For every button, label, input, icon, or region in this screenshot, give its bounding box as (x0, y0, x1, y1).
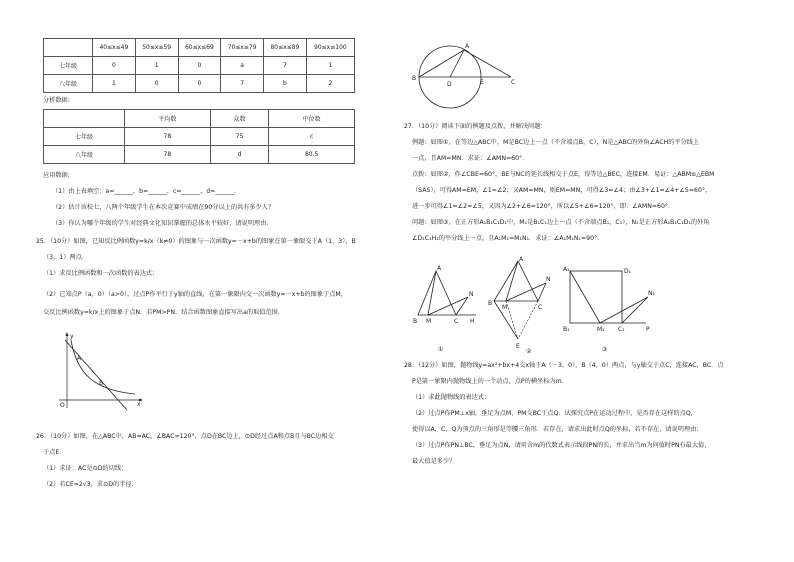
table-cell: 78 (125, 146, 211, 164)
table-cell: 0 (178, 75, 221, 93)
table-cell: a (221, 57, 264, 75)
fig3-m-label: M₁ (597, 326, 605, 333)
fig2-m-label: M (502, 304, 508, 311)
q26-stem-cont: 于点E． (43, 449, 66, 456)
q28-part1: （1）求此抛物线的表达式； (412, 394, 491, 401)
table-row (44, 146, 355, 164)
table-cell: 七年级 (44, 57, 93, 75)
table-cell: 80.5 (269, 146, 355, 164)
fig1-c-label: C (454, 318, 459, 325)
q27-question-cont: ∠D₁C₁H₁的平分线上一点，且A₁M₁=M₁N₁．求证：∠A₁M₁N₁=90°． (412, 235, 604, 242)
fig2-e-label: E (516, 343, 520, 350)
function-graph (55, 330, 145, 410)
table-cell: 0 (135, 75, 178, 93)
table-cell: 1 (93, 75, 136, 93)
fig3-caption: ③ (602, 346, 608, 353)
q27-question: 问题：如图③，在正方形A₁B₁C₁D₁中，M₁是B₁C₁边上一点（不含端点B₁，C₁），N₁是正方形A₁B₁C₁D₁的外角 (412, 219, 710, 226)
table-header-cell: 40≤x≤49 (93, 39, 136, 57)
fig1-m-label: M (426, 318, 432, 325)
point-a-label: A (77, 355, 82, 362)
table-cell: c (269, 128, 355, 146)
fig3-p-label: P (646, 326, 650, 333)
table-cell: 1 (135, 57, 178, 75)
fig1-b-label: B (413, 318, 418, 325)
axis-x-label: x (137, 401, 141, 408)
fig3-n-label: N₁ (648, 290, 655, 297)
point-b-label: B (99, 380, 104, 387)
table-cell: b (264, 75, 307, 93)
figure-2 (486, 255, 556, 355)
table-cell: 7 (264, 57, 307, 75)
table-cell: 2 (306, 75, 354, 93)
table-header-cell: 平均数 (125, 110, 211, 128)
q26-part1: （1）求证：AC是⊙D的切线； (43, 465, 128, 472)
table-header-row (44, 110, 355, 128)
q28-part3-cont: 最大值是多少？ (412, 458, 456, 465)
table-header-cell (44, 39, 93, 57)
table-header-cell: 50≤x≤59 (135, 39, 178, 57)
table-header-cell: 中位数 (269, 110, 355, 128)
q24-part2: （2）估计该校七、八两个年级学生在本次竞赛中成绩在90分以上的共有多少人？ (52, 204, 275, 211)
q28-part2: （2）过点P作PM⊥x轴，垂足为点M，PM交BC于点Q．试探究点P在运动过程中，是否存在这样的点Q， (412, 410, 697, 417)
fig1-n-label: N (469, 291, 474, 298)
table-cell: 1 (306, 57, 354, 75)
q26-stem: 26．（10分）如图，在△ABC中，AB=AC，∠BAC=120°，点D在BC边上，⊙D经过点A和点B且与BC边相交 (36, 433, 334, 440)
table-header-cell: 80≤x≤89 (264, 39, 307, 57)
figure-1 (408, 265, 483, 355)
analysis-label: 分析数据: (43, 97, 70, 104)
fig2-c-label: C (538, 304, 543, 311)
frequency-table (43, 38, 355, 93)
table-header-row (44, 39, 355, 57)
fig1-a-label: A (437, 265, 442, 272)
q25-part2-cont: 交反比例函数y=k/x上的图象于点N．若PM>PN，结合函数图象直接写出a的取值范围． (43, 309, 285, 316)
axis-y-label: y (70, 333, 74, 340)
q28-stem: 28．（12分）如图，抛物线y=ax²+bx+4交x轴于A（－3，0），B（4，0）两点，与y轴交于点C，连接AC，BC．点 (404, 362, 724, 369)
q27-example: 例题：如图①，在等边△ABC中，M是BC边上一点（不含端点B，C），N是△ABC的外角∠ACH的平分线上 (412, 139, 700, 146)
apply-label: 应用数据: (43, 172, 70, 179)
table-cell: 八年级 (44, 75, 93, 93)
circle-e-label: E (480, 79, 484, 86)
fig3-a-label: A₁ (563, 266, 570, 273)
fig1-h-label: H (470, 318, 475, 325)
stats-table (43, 109, 355, 164)
fig3-d-label: D₁ (624, 268, 632, 275)
q27-hint-cont2: 进一步可得∠1=∠2=∠5，又因为∠2+∠6=120°，所以∠5+∠6=120°，即：∠AMN=60°． (412, 203, 675, 210)
table-row (44, 128, 355, 146)
table-cell: 7 (221, 75, 264, 93)
fig3-b-label: B₁ (563, 326, 570, 333)
fig2-n-label: N (546, 276, 551, 283)
q27-example-cont: 一点，且AM=MN．求证：∠AMN=60°． (412, 155, 529, 162)
figure-3 (562, 265, 662, 355)
circle-d-label: D (447, 81, 452, 88)
circle-c-label: C (511, 79, 516, 86)
table-cell: 78 (125, 128, 211, 146)
q24-part1: （1）由上表填空：a=______，b=______，c=______，d=______． (52, 188, 241, 195)
table-header-cell: 众数 (210, 110, 269, 128)
table-cell: 75 (210, 128, 269, 146)
table-cell: d (210, 146, 269, 164)
fig3-c-label: C₁ (618, 326, 625, 333)
circle-a-label: A (465, 43, 470, 50)
table-header-cell: 90≤x≤100 (306, 39, 354, 57)
fig1-caption: ① (438, 346, 444, 353)
table-header-cell: 70≤x≤79 (221, 39, 264, 57)
table-cell: 0 (178, 57, 221, 75)
q25-part2: （2）已知点P（a，0）（a>0），过点P作平行于y轴的直线，在第一象限内交一次函数y=－x+b的图象于点M， (43, 291, 347, 298)
table-cell: 八年级 (44, 146, 125, 164)
table-header-cell: 60≤x≤69 (178, 39, 221, 57)
fig2-a-label: A (519, 256, 524, 263)
fig2-b-label: B (488, 300, 493, 307)
q25-stem: 25．（10分）如图，已知反比例函数y=k/x（k≠0）的图象与一次函数y=－x+b的图象在第一象限交于A（1，3），B (36, 238, 356, 245)
table-row (44, 75, 355, 93)
q25-stem-cont: （3，1）两点． (43, 254, 88, 261)
q28-part3: （3）过点P作PN⊥BC，垂足为点N，请用含m的代数式表示线段PN的长，并求出当m为何值时PN有最大值， (412, 442, 711, 449)
fig2-caption: ② (526, 348, 532, 355)
q28-stem-cont: P是第一象限内抛物线上的一个动点，点P的横坐标为m． (412, 378, 568, 385)
origin-label: O (60, 402, 65, 409)
circle-figure (410, 40, 525, 115)
q24-part3: （3）你认为哪个年级的学生对经典文化知识掌握的总体水平较好，请说明理由． (52, 220, 273, 227)
table-cell: 七年级 (44, 128, 125, 146)
q27-hint: 点拨：如图②，作∠CBE=60°，BE与NC的延长线相交于点E，得等边△BEC，连接EM．易证：△ABM≌△EBM (412, 171, 715, 178)
table-header-cell (44, 110, 125, 128)
circle-b-label: B (412, 75, 417, 82)
table-row (44, 57, 355, 75)
q26-part2: （2）若CE=2√3，求⊙D的半径． (43, 481, 138, 488)
q25-part1: （1）求反比例函数和一次函数的表达式； (43, 270, 159, 277)
q27-hint-cont: （SAS），可得AM=EM，∠1=∠2；又AM=MN，则EM=MN，可得∠3=∠4；由∠3+∠1=∠4+∠5=60°， (412, 187, 712, 194)
q28-part2-cont: 使得以A，C，Q为顶点的三角形是等腰三角形．若存在，请求出此时点Q的坐标，若不存在，请说明理由； (412, 426, 703, 433)
table-cell: 0 (93, 57, 136, 75)
q27-stem: 27．（10分）阅读下面的例题及点拨，并解决问题： (404, 123, 547, 130)
